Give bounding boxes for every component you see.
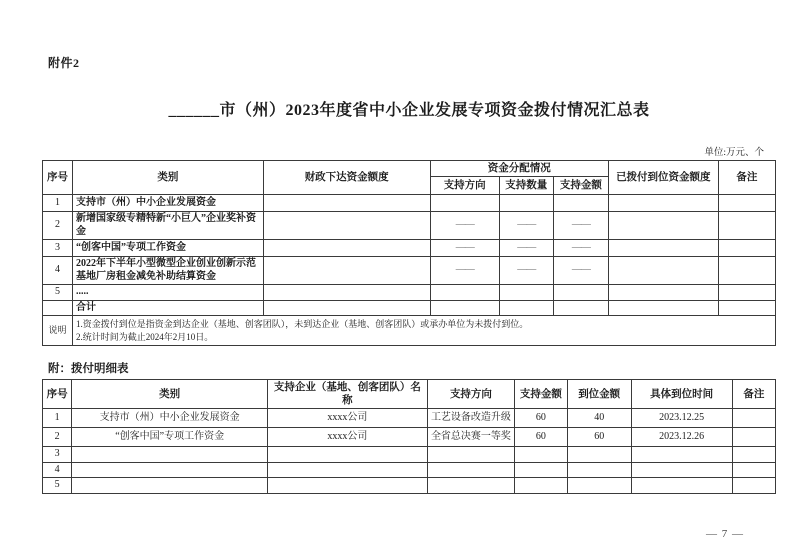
col-header-disbursed-amount: 已拨付到位资金额度 (608, 161, 718, 195)
seq-cell: 5 (43, 478, 72, 494)
remarks-cell (718, 195, 775, 212)
col-header-allocation-group: 资金分配情况 (430, 161, 608, 177)
col-header-support-quantity: 支持数量 (499, 177, 553, 195)
remarks-cell (718, 212, 775, 240)
note-label-cell: 说明 (43, 316, 73, 346)
remarks-cell (718, 285, 775, 301)
detail-header-row (43, 380, 776, 409)
col-header-enterprise-name: 支持企业（基地、创客团队）名称 (268, 380, 428, 409)
direction-cell (430, 285, 499, 301)
remarks-cell (718, 300, 775, 316)
seq-cell: 4 (43, 257, 73, 285)
category-cell (72, 447, 268, 463)
seq-cell: 2 (43, 212, 73, 240)
note-line-2: 2.统计时间为截止2024年2月10日。 (76, 331, 214, 342)
summary-row (43, 285, 776, 301)
arrival-date-cell: 2023.12.25 (631, 409, 732, 428)
category-cell: 2022年下半年小型微型企业创业创新示范基地厂房租金减免补助结算资金 (73, 257, 264, 285)
detail-row (43, 478, 776, 494)
summary-row (43, 240, 776, 257)
col-header-seq: 序号 (43, 380, 72, 409)
quantity-cell: —— (499, 257, 553, 285)
seq-cell: 1 (43, 409, 72, 428)
direction-cell: 全省总决赛一等奖 (427, 428, 514, 447)
remarks-cell (732, 447, 775, 463)
unit-note: 单位:万元、个 (704, 148, 764, 158)
amount-cell: —— (553, 257, 608, 285)
arrived-amount-cell (567, 478, 631, 494)
col-header-remarks: 备注 (732, 380, 775, 409)
summary-table (42, 160, 776, 346)
summary-total-row (43, 300, 776, 316)
remarks-cell (732, 409, 775, 428)
category-cell: “创客中国”专项工作资金 (72, 428, 268, 447)
detail-row (43, 462, 776, 478)
support-amount-cell (515, 462, 568, 478)
disbursed-cell (608, 195, 718, 212)
direction-cell: —— (430, 212, 499, 240)
arrived-amount-cell: 40 (567, 409, 631, 428)
detail-row (43, 428, 776, 447)
support-amount-cell: 60 (515, 409, 568, 428)
enterprise-cell (268, 447, 428, 463)
arrival-date-cell (631, 462, 732, 478)
arrival-date-cell (631, 447, 732, 463)
disbursed-cell (608, 300, 718, 316)
seq-cell: 5 (43, 285, 73, 301)
col-header-category: 类别 (72, 380, 268, 409)
category-cell: ..... (73, 285, 264, 301)
enterprise-cell: xxxx公司 (268, 428, 428, 447)
fiscal-cell (263, 212, 430, 240)
direction-cell (430, 195, 499, 212)
category-cell: 支持市（州）中小企业发展资金 (72, 409, 268, 428)
page-title: ______市（州）2023年度省中小企业发展专项资金拨付情况汇总表 (168, 102, 650, 119)
col-header-seq: 序号 (43, 161, 73, 195)
arrival-date-cell: 2023.12.26 (631, 428, 732, 447)
summary-row (43, 257, 776, 285)
summary-header-row-1 (43, 161, 776, 177)
summary-row (43, 195, 776, 212)
enterprise-cell (268, 462, 428, 478)
col-header-remarks: 备注 (718, 161, 775, 195)
summary-note-row (43, 316, 776, 346)
remarks-cell (732, 428, 775, 447)
attachment-label: 附件2 (48, 56, 80, 70)
seq-cell: 3 (43, 447, 72, 463)
amount-cell (553, 300, 608, 316)
page-content (42, 0, 776, 494)
direction-cell: —— (430, 240, 499, 257)
detail-table-label: 附：拨付明细表 (48, 363, 129, 376)
arrived-amount-cell (567, 447, 631, 463)
support-amount-cell (515, 478, 568, 494)
detail-row (43, 409, 776, 428)
disbursed-cell (608, 240, 718, 257)
support-amount-cell (515, 447, 568, 463)
col-header-category: 类别 (73, 161, 264, 195)
summary-row (43, 212, 776, 240)
support-amount-cell: 60 (515, 428, 568, 447)
seq-cell: 4 (43, 462, 72, 478)
category-cell: 新增国家级专精特新“小巨人”企业奖补资金 (73, 212, 264, 240)
seq-cell: 1 (43, 195, 73, 212)
seq-cell: 3 (43, 240, 73, 257)
quantity-cell (499, 195, 553, 212)
note-text-cell (73, 316, 776, 346)
col-header-support-amount: 支持金额 (515, 380, 568, 409)
enterprise-cell (268, 478, 428, 494)
col-header-support-direction: 支持方向 (430, 177, 499, 195)
fiscal-cell (263, 257, 430, 285)
remarks-cell (718, 257, 775, 285)
category-cell (72, 462, 268, 478)
seq-cell (43, 300, 73, 316)
quantity-cell (499, 300, 553, 316)
col-header-arrival-date: 具体到位时间 (631, 380, 732, 409)
arrival-date-cell (631, 478, 732, 494)
col-header-support-direction: 支持方向 (427, 380, 514, 409)
arrived-amount-cell: 60 (567, 428, 631, 447)
quantity-cell (499, 285, 553, 301)
remarks-cell (732, 462, 775, 478)
fiscal-cell (263, 300, 430, 316)
seq-cell: 2 (43, 428, 72, 447)
quantity-cell: —— (499, 212, 553, 240)
col-header-fiscal-amount: 财政下达资金额度 (263, 161, 430, 195)
disbursed-cell (608, 257, 718, 285)
amount-cell (553, 285, 608, 301)
disbursed-cell (608, 212, 718, 240)
total-label-cell: 合计 (73, 300, 264, 316)
col-header-arrived-amount: 到位金额 (567, 380, 631, 409)
page-number: — 7 — (706, 528, 744, 540)
col-header-support-amount: 支持金额 (553, 177, 608, 195)
category-cell: 支持市（州）中小企业发展资金 (73, 195, 264, 212)
remarks-cell (732, 478, 775, 494)
arrived-amount-cell (567, 462, 631, 478)
fiscal-cell (263, 285, 430, 301)
amount-cell: —— (553, 212, 608, 240)
direction-cell (427, 462, 514, 478)
direction-cell: 工艺设备改造升级 (427, 409, 514, 428)
fiscal-cell (263, 195, 430, 212)
direction-cell (427, 447, 514, 463)
direction-cell: —— (430, 257, 499, 285)
direction-cell (430, 300, 499, 316)
enterprise-cell: xxxx公司 (268, 409, 428, 428)
quantity-cell: —— (499, 240, 553, 257)
remarks-cell (718, 240, 775, 257)
amount-cell: —— (553, 240, 608, 257)
detail-row (43, 447, 776, 463)
disbursed-cell (608, 285, 718, 301)
category-cell: “创客中国”专项工作资金 (73, 240, 264, 257)
category-cell (72, 478, 268, 494)
direction-cell (427, 478, 514, 494)
note-line-1: 1.资金拨付到位是指资金到达企业（基地、创客团队），未到达企业（基地、创客团队）或承办单位为未拨付到位。 (76, 319, 529, 330)
fiscal-cell (263, 240, 430, 257)
detail-table (42, 379, 776, 494)
amount-cell (553, 195, 608, 212)
